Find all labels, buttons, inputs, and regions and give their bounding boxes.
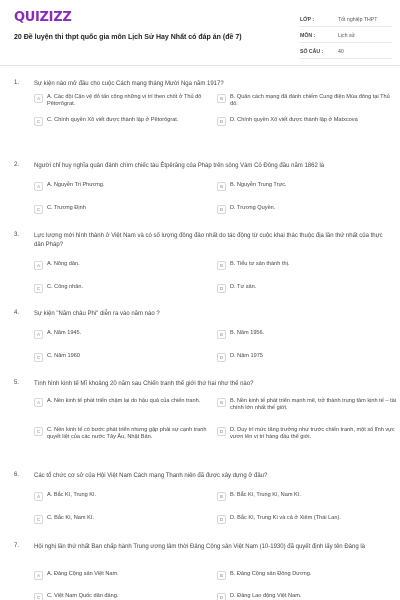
- option-letter-badge: C: [34, 515, 43, 524]
- option-text: A. Năm 1945.: [47, 330, 82, 336]
- question-text: Người chỉ huy nghĩa quân đánh chìm chiếc tàu Étpêrăng của Pháp trên sông Vàm Cỏ Đông đầu năm 1862 là: [34, 163, 325, 169]
- question-text: Lực lượng mới hình thành ở Việt Nam và có số lượng đông đảo nhất do tác động từ cuộc khai thác thuộc địa lần thứ nhất của thực dân Pháp?: [34, 233, 383, 248]
- option-a[interactable]: [34, 492, 214, 501]
- option-text: B. Nguyễn Trung Trực.: [230, 182, 287, 188]
- meta-row-class: [300, 14, 392, 27]
- option-c[interactable]: [34, 353, 214, 362]
- option-text: B. Bắc Kì, Trung Kì, Nam Kì.: [230, 492, 301, 498]
- option-text: C. Công nhân.: [47, 284, 84, 290]
- option-d[interactable]: [217, 427, 397, 442]
- worksheet-title: 20 Đề luyện thi thpt quốc gia môn Lịch Sử Hay Nhất có đáp án (đề 7): [14, 34, 242, 41]
- option-b[interactable]: [217, 571, 397, 580]
- meta-label: SỐ CÂU :: [300, 49, 324, 55]
- option-letter-badge: A: [34, 94, 43, 103]
- option-text: A. Đảng Cộng sản Việt Nam.: [47, 571, 119, 577]
- option-letter-badge: D: [217, 117, 226, 126]
- meta-value: 40: [338, 49, 344, 55]
- option-text: D. Duy trì mức tăng trưởng như trước chiến tranh, một số lĩnh vực vươn lên vị trí hàng đầu thế giới.: [230, 427, 395, 441]
- option-b[interactable]: [217, 398, 397, 413]
- meta-row-count: [300, 46, 392, 59]
- option-letter-badge: A: [34, 261, 43, 270]
- option-text: B. Đảng Cộng sản Đông Dương.: [230, 571, 312, 577]
- meta-value: Lịch sử: [338, 33, 356, 39]
- option-text: D. Tư sản.: [230, 284, 257, 290]
- question-number: 2.: [14, 162, 20, 168]
- option-text: B. Quân cách mạng đã đánh chiếm Cung điện Mùa đông tại Thủ đô.: [230, 94, 390, 108]
- option-b[interactable]: [217, 182, 397, 191]
- option-letter-badge: C: [34, 205, 43, 214]
- option-c[interactable]: [34, 117, 214, 126]
- option-text: D. Đảng Lao động Việt Nam.: [230, 593, 302, 599]
- option-letter-badge: D: [217, 205, 226, 214]
- option-text: B. Tiểu tư sản thành thị.: [230, 261, 290, 267]
- option-d[interactable]: [217, 593, 397, 600]
- option-a[interactable]: [34, 182, 214, 191]
- option-text: D. Bắc Kì, Trung Kì và cả ở Xiêm (Thái Lan).: [230, 515, 341, 521]
- question-number: 4.: [14, 310, 20, 316]
- option-text: D. Năm 1975: [230, 353, 263, 359]
- option-letter-badge: B: [217, 330, 226, 339]
- option-a[interactable]: [34, 330, 214, 339]
- option-letter-badge: B: [217, 492, 226, 501]
- option-c[interactable]: [34, 515, 214, 524]
- option-a[interactable]: [34, 571, 214, 580]
- option-text: C. Bắc Kì, Nam Kì.: [47, 515, 94, 521]
- worksheet-meta: [300, 14, 392, 62]
- option-letter-badge: A: [34, 398, 43, 407]
- option-a[interactable]: [34, 398, 214, 407]
- option-b[interactable]: [217, 261, 397, 270]
- question-text: Sự kiện "Năm châu Phi" diễn ra vào năm nào ?: [34, 311, 160, 317]
- option-letter-badge: A: [34, 492, 43, 501]
- option-letter-badge: B: [217, 94, 226, 103]
- option-letter-badge: B: [217, 398, 226, 407]
- option-text: D. Chính quyền Xô viết được thành lập ở Matxcova: [230, 117, 358, 123]
- option-letter-badge: D: [217, 427, 226, 436]
- question-number: 7.: [14, 543, 20, 549]
- question-text: Hội nghị lần thứ nhất Ban chấp hành Trung ương lâm thời Đảng Cộng sản Việt Nam (10-1930) đã quyết định lấy tên Đảng là: [34, 544, 365, 550]
- option-letter-badge: C: [34, 427, 43, 436]
- question-number: 1.: [14, 80, 20, 86]
- option-d[interactable]: [217, 205, 397, 214]
- option-letter-badge: D: [217, 353, 226, 362]
- option-letter-badge: C: [34, 284, 43, 293]
- option-text: A. Nền kinh tế phát triển chậm lại do hậu quả của chiến tranh.: [47, 398, 201, 404]
- option-letter-badge: D: [217, 593, 226, 600]
- option-letter-badge: B: [217, 571, 226, 580]
- option-a[interactable]: [34, 94, 214, 109]
- meta-value: Tốt nghiệp THPT: [338, 17, 378, 23]
- option-c[interactable]: [34, 427, 214, 442]
- option-letter-badge: B: [217, 261, 226, 270]
- option-letter-badge: D: [217, 515, 226, 524]
- quizizz-logo: QUIZIZZ: [14, 10, 72, 25]
- option-c[interactable]: [34, 284, 214, 293]
- option-a[interactable]: [34, 261, 214, 270]
- worksheet-header: [0, 0, 400, 66]
- meta-label: LỚP :: [300, 17, 315, 23]
- option-text: C. Trương Định: [47, 205, 86, 211]
- option-c[interactable]: [34, 593, 214, 600]
- option-c[interactable]: [34, 205, 214, 214]
- option-letter-badge: C: [34, 117, 43, 126]
- option-text: C. Việt Nam Quốc dân đảng.: [47, 593, 119, 599]
- option-text: A. Bắc Kì, Trung Kì.: [47, 492, 97, 498]
- option-letter-badge: B: [217, 182, 226, 191]
- option-letter-badge: C: [34, 353, 43, 362]
- question-number: 5.: [14, 380, 20, 386]
- option-text: C. Năm 1960: [47, 353, 80, 359]
- option-text: A. Nguyễn Tri Phương.: [47, 182, 105, 188]
- option-text: C. Chính quyền Xô viết được thành lập ở Pêtorôgrat.: [47, 117, 179, 123]
- meta-row-subject: [300, 30, 392, 43]
- option-d[interactable]: [217, 353, 397, 362]
- option-text: B. Năm 1956.: [230, 330, 265, 336]
- option-letter-badge: A: [34, 571, 43, 580]
- option-d[interactable]: [217, 515, 397, 524]
- option-d[interactable]: [217, 117, 397, 126]
- option-letter-badge: A: [34, 330, 43, 339]
- option-b[interactable]: [217, 492, 397, 501]
- option-letter-badge: C: [34, 593, 43, 600]
- option-b[interactable]: [217, 330, 397, 339]
- option-text: A. Nông dân.: [47, 261, 80, 267]
- option-letter-badge: D: [217, 284, 226, 293]
- question-text: Tình hình kinh tế Mĩ khoảng 20 năm sau Chiến tranh thế giới thứ hai như thế nào?: [34, 381, 254, 387]
- option-text: C. Nền kinh tế có bước phát triển nhưng gặp phải sự cạnh tranh quyết liệt của các nước Tây Âu, Nhật Bản.: [47, 427, 207, 441]
- option-text: D. Trương Quyền.: [230, 205, 276, 211]
- question-number: 3.: [14, 232, 20, 238]
- question-text: Các tổ chức cơ sở của Hội Việt Nam Cách mạng Thanh niên đã được xây dựng ở đâu?: [34, 473, 268, 479]
- option-text: A. Các đội Cận vệ đỏ tấn công những vị trí then chốt ở Thủ đô Pêtơrôgrat.: [47, 94, 202, 108]
- option-b[interactable]: [217, 94, 397, 109]
- option-d[interactable]: [217, 284, 397, 293]
- option-text: B. Nền kinh tế phát triển mạnh mẽ, trở thành trung tâm kinh tế – tài chính lớn nhất thế giới.: [230, 398, 396, 412]
- question-text: Sự kiện nào mở đầu cho cuộc Cách mạng tháng Mười Nga năm 1917?: [34, 81, 224, 87]
- question-number: 6.: [14, 472, 20, 478]
- meta-label: MÔN :: [300, 33, 316, 39]
- option-letter-badge: A: [34, 182, 43, 191]
